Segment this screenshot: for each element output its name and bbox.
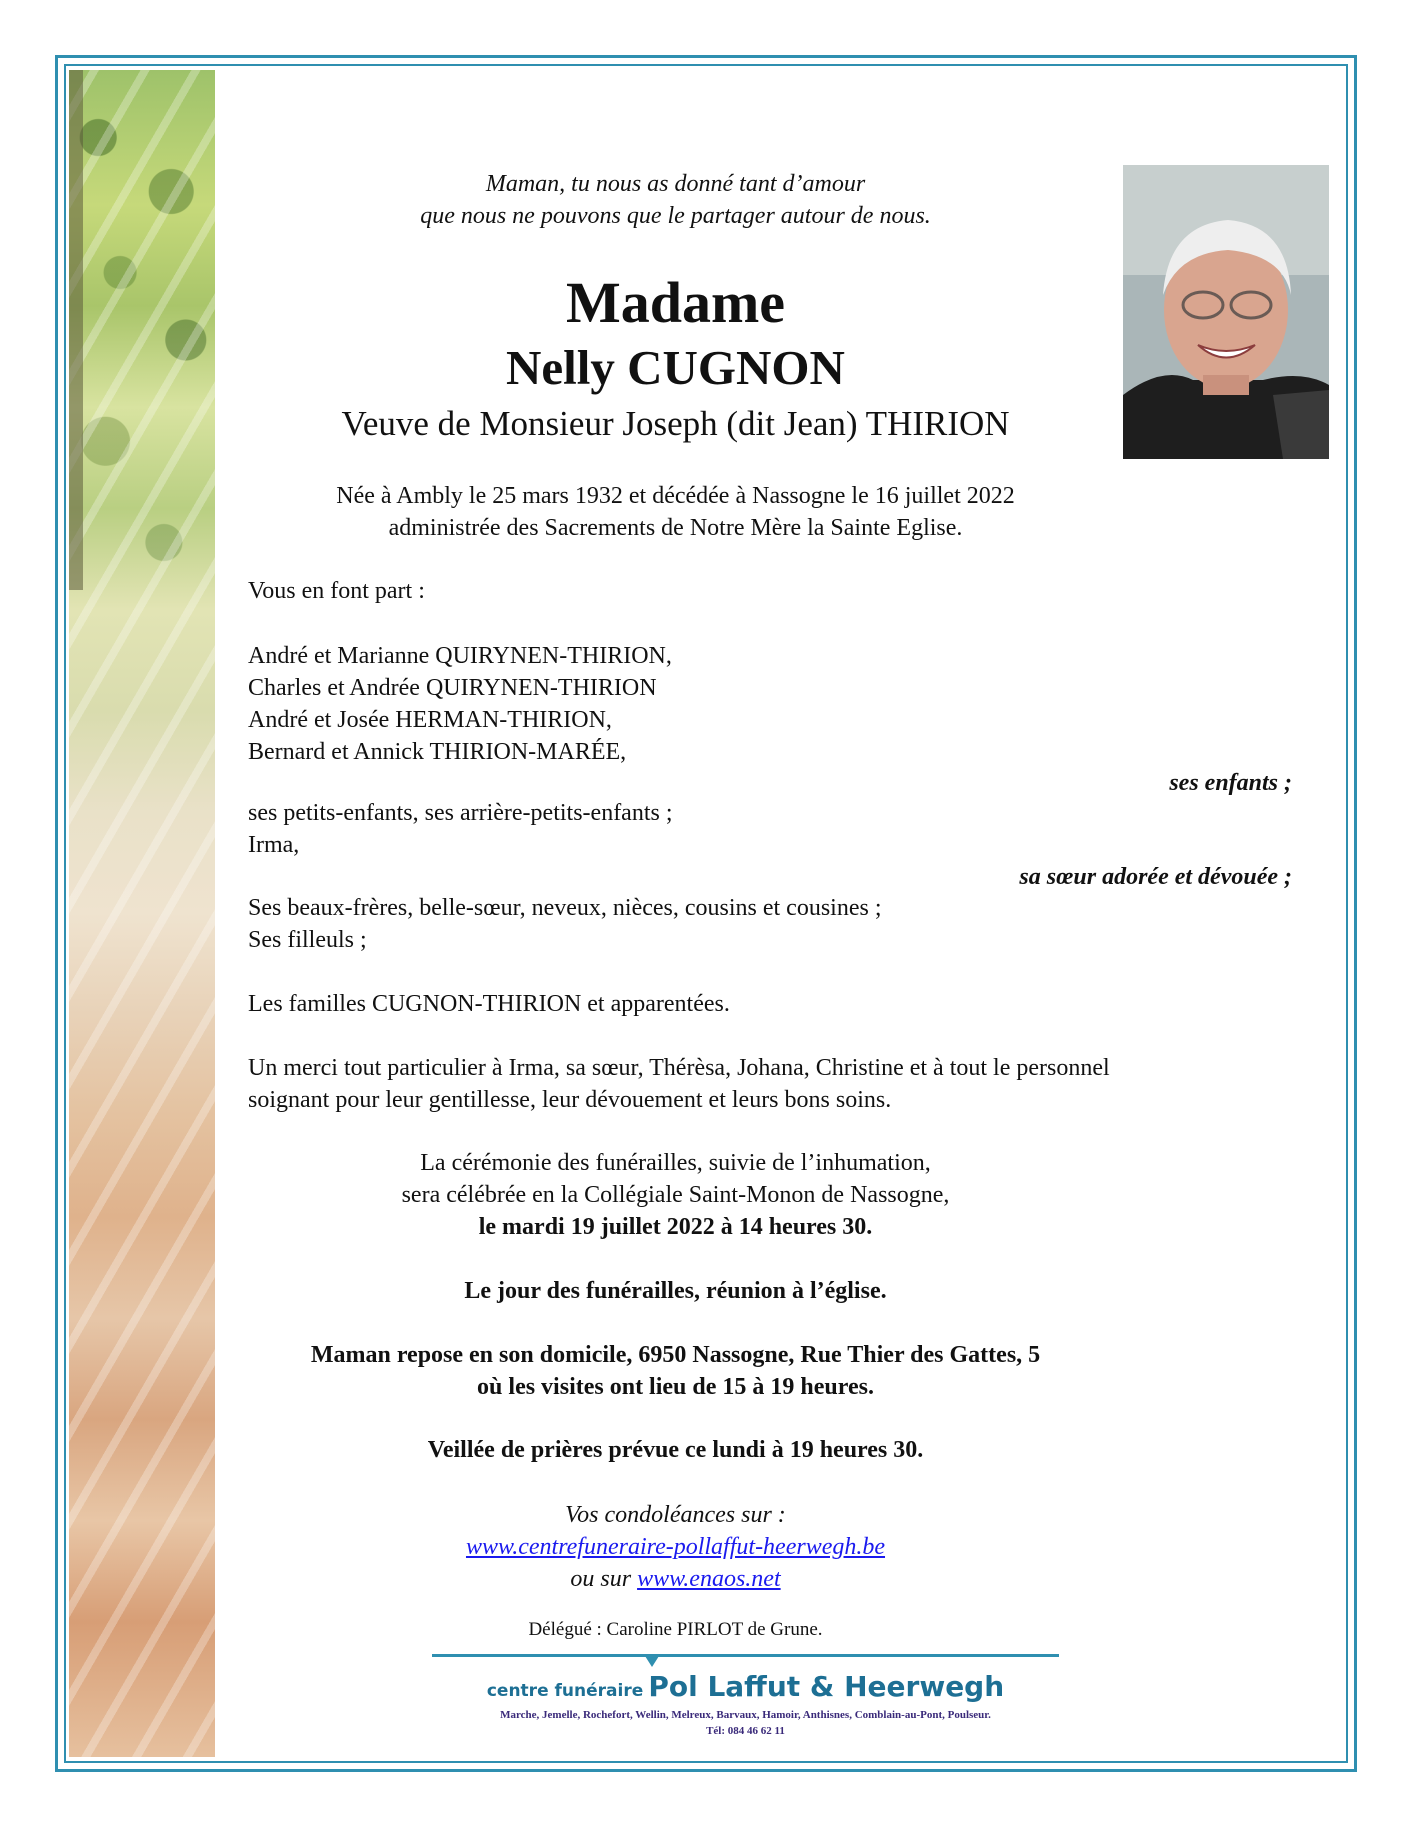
birth-death <box>248 480 1103 544</box>
thanks-line-2: soignant pour leur gentillesse, leur dévouement et leurs bons soins. <box>248 1087 892 1113</box>
godchildren: Ses filleuls ; <box>248 927 367 953</box>
rest-line-1: Maman repose en son domicile, 6950 Nassogne, Rue Thier des Gattes, 5 <box>310 1342 1041 1368</box>
vigil-note: Veillée de prières prévue ce lundi à 19 heures 30. <box>427 1437 924 1463</box>
rest-line-2: où les visites ont lieu de 15 à 19 heures. <box>477 1374 874 1400</box>
condolences-link-enaos[interactable]: www.enaos.net <box>637 1566 781 1592</box>
sister-role: sa sœur adorée et dévouée ; <box>1019 864 1292 890</box>
child-1: André et Marianne QUIRYNEN-THIRION, <box>248 643 672 669</box>
families: Les familles CUGNON-THIRION et apparentées. <box>248 991 730 1017</box>
meeting-note: Le jour des funérailles, réunion à l’église. <box>464 1278 887 1304</box>
condolences-intro: Vos condoléances sur : <box>565 1502 786 1528</box>
footer-divider <box>432 1654 1059 1657</box>
deceased-title: Madame <box>565 270 786 335</box>
thanks <box>248 1052 1110 1116</box>
birth-death-line-2: administrée des Sacrements de Notre Mère la Sainte Eglise. <box>388 515 963 541</box>
grandchildren: ses petits-enfants, ses arrière-petits-enfants ; <box>248 800 673 826</box>
ceremony <box>248 1147 1103 1243</box>
ceremony-line-2: sera célébrée en la Collégiale Saint-Monon de Nassogne, <box>401 1182 950 1208</box>
sister: Irma, <box>248 832 300 858</box>
condolences <box>248 1499 1103 1595</box>
divider-arrow-icon <box>645 1656 659 1667</box>
portrait-photo <box>1123 165 1329 459</box>
forest-path-photo <box>69 70 215 1757</box>
thanks-line-1: Un merci tout particulier à Irma, sa sœur, Thérèsa, Johana, Christine et à tout le personnel <box>248 1055 1110 1081</box>
logo-big-text: Pol Laffut & Heerwegh <box>648 1670 1005 1703</box>
deceased-name: Nelly CUGNON <box>506 340 845 395</box>
ceremony-date: le mardi 19 juillet 2022 à 14 heures 30. <box>478 1214 873 1240</box>
announcers-intro: Vous en font part : <box>248 578 425 604</box>
footer-phone: Tél: 084 46 62 11 <box>706 1725 785 1737</box>
footer-towns: Marche, Jemelle, Rochefort, Wellin, Melreux, Barvaux, Hamoir, Anthisnes, Comblain-au-Pont, Poulseur. <box>500 1709 991 1721</box>
child-4: Bernard et Annick THIRION-MARÉE, <box>248 739 627 765</box>
ceremony-line-1: La cérémonie des funérailles, suivie de l’inhumation, <box>420 1150 931 1176</box>
epigraph <box>248 168 1103 232</box>
children-list <box>248 640 672 768</box>
condolences-link-primary[interactable]: www.centrefuneraire-pollaffut-heerwegh.be <box>465 1534 886 1560</box>
logo-small-text: centre funéraire <box>486 1681 644 1701</box>
child-3: André et Josée HERMAN-THIRION, <box>248 707 612 733</box>
funeral-home-logo <box>432 1670 1059 1703</box>
child-2: Charles et Andrée QUIRYNEN-THIRION <box>248 675 657 701</box>
birth-death-line-1: Née à Ambly le 25 mars 1932 et décédée à Nassogne le 16 juillet 2022 <box>336 483 1015 509</box>
widow-of: Veuve de Monsieur Joseph (dit Jean) THIRION <box>341 404 1010 443</box>
children-role: ses enfants ; <box>1169 770 1292 796</box>
rest-info <box>248 1339 1103 1403</box>
delegate: Délégué : Caroline PIRLOT de Grune. <box>528 1619 823 1640</box>
in-laws: Ses beaux-frères, belle-sœur, neveux, nièces, cousins et cousines ; <box>248 895 882 921</box>
condolences-or: ou sur <box>570 1566 638 1592</box>
epigraph-line-1: Maman, tu nous as donné tant d’amour <box>485 171 866 197</box>
epigraph-line-2: que nous ne pouvons que le partager autour de nous. <box>420 203 931 229</box>
